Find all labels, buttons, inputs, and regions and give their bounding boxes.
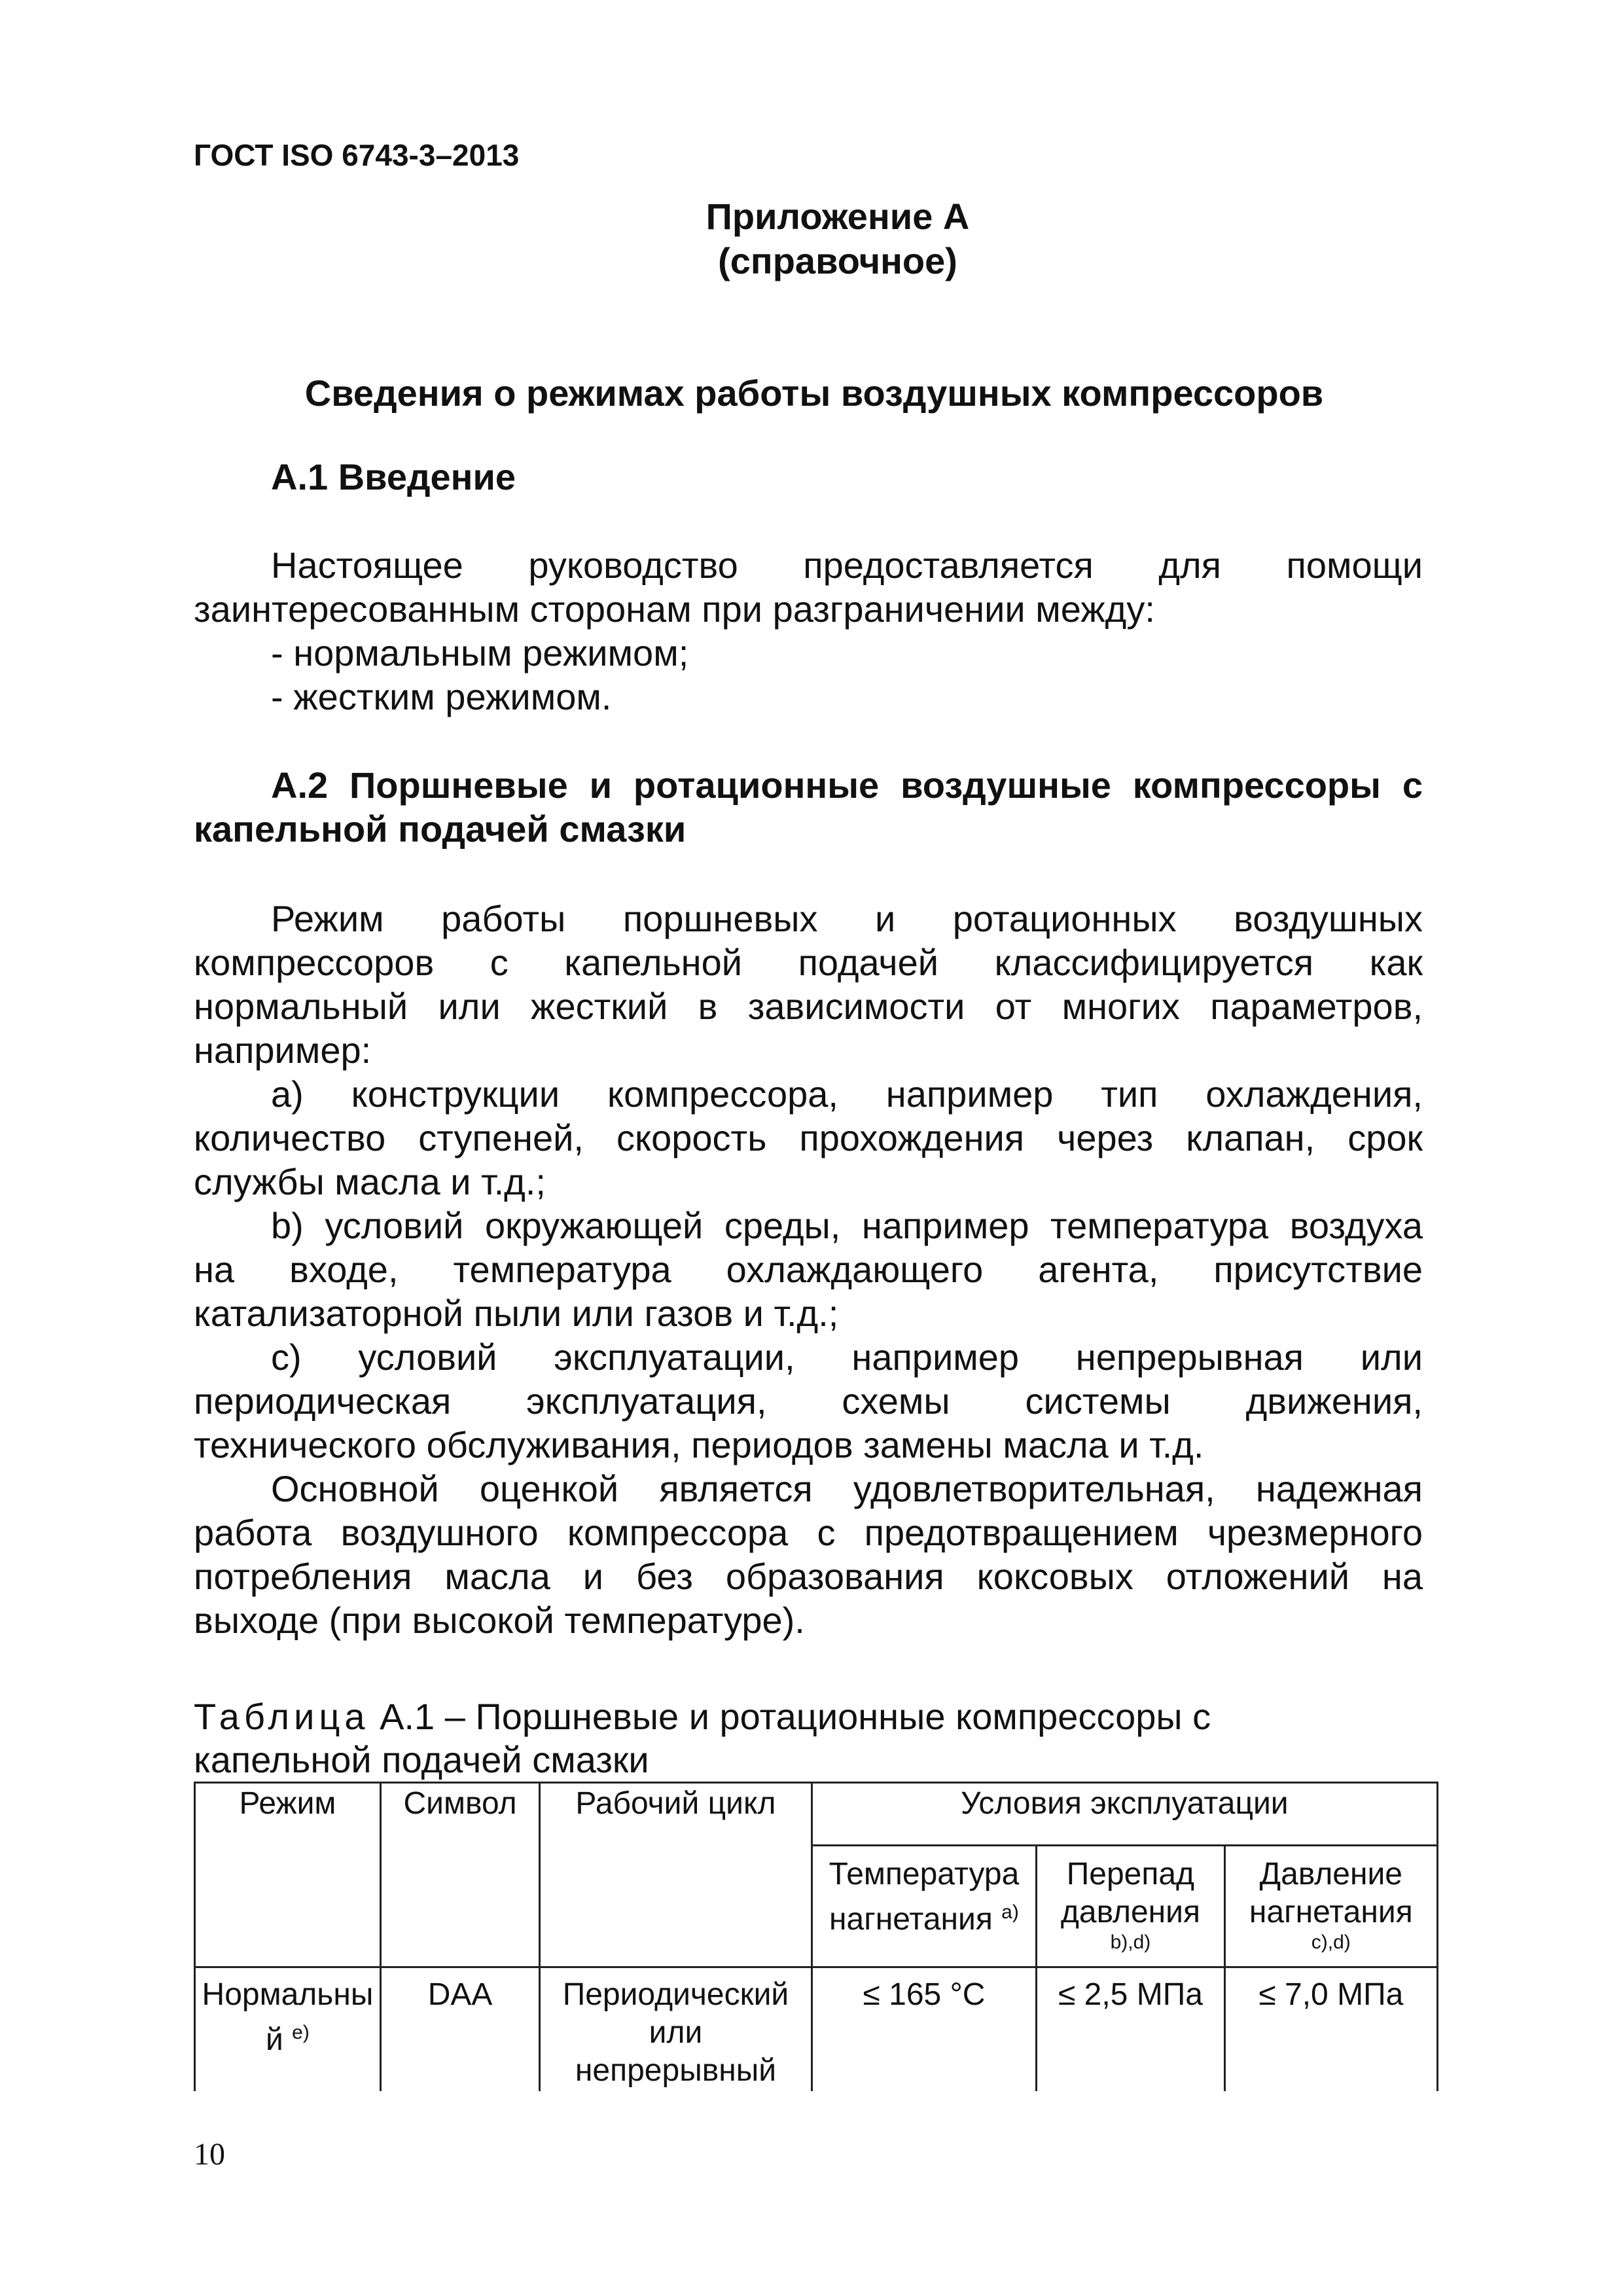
page-number: 10 [194, 2137, 225, 2172]
section-a1-text [194, 543, 1423, 719]
footnote-ref: a) [1001, 1901, 1019, 1923]
appendix-title: Приложение А [705, 196, 970, 237]
standard-number: ГОСТ ISO 6743-3–2013 [194, 138, 520, 172]
paragraph-line: технического обслуживания, периодов замены масла и т.д. [194, 1424, 1204, 1465]
header-mode: Режим [195, 1783, 381, 1967]
paragraph-line: например: [194, 1030, 372, 1071]
section-heading-a1: А.1 Введение [271, 456, 516, 497]
header-conditions: Условия эксплуатации [812, 1783, 1437, 1846]
paragraph-line: периодическая эксплуатация, схемы системы движения, [194, 1380, 1423, 1422]
paragraph-line: Режим работы поршневых и ротационных воздушных [271, 898, 1423, 939]
header-symbol: Символ [380, 1783, 539, 1967]
paragraph-line: заинтересованным сторонам при разграничении между: [194, 588, 1155, 630]
footnote-ref: b),d) [1110, 1931, 1151, 1953]
paragraph-line: компрессоров с капельной подачей классифицируется как [194, 942, 1423, 983]
paragraph-line: количество ступеней, скорость прохождения через клапан, срок [194, 1117, 1423, 1158]
cell-discharge-pressure: ≤ 7,0 МПа [1224, 1967, 1437, 2092]
paragraph-line: службы масла и т.д.; [194, 1161, 546, 1202]
paragraph-line: нормальный или жесткий в зависимости от многих параметров, [194, 986, 1423, 1027]
section-a2-text [194, 897, 1423, 1642]
table-caption-label: Таблица [194, 1696, 370, 1737]
paragraph-line: на входе, температура охлаждающего агента, присутствие [194, 1249, 1423, 1290]
paragraph-line: работа воздушного компрессора с предотвращением чрезмерного [194, 1512, 1423, 1553]
list-item-c: c) условий эксплуатации, например непрерывная или [271, 1336, 1423, 1378]
list-item-a: a) конструкции компрессора, например тип охлаждения, [271, 1073, 1423, 1115]
paragraph-line: катализаторной пыли или газов и т.д.; [194, 1293, 839, 1334]
compressor-modes-table [194, 1782, 1438, 2091]
document-title: Сведения о режимах работы воздушных компрессоров [304, 372, 1324, 414]
list-item-b: b) условий окружающей среды, например температура воздуха [271, 1205, 1423, 1246]
table-caption [194, 1695, 1211, 1782]
paragraph-line: выходе (при высокой температуре). [194, 1600, 805, 1641]
cell-mode: Нормальны й $^{e)}$ [195, 1967, 381, 2092]
cell-pressure-drop: ≤ 2,5 МПа [1037, 1967, 1224, 2092]
heading-line: капельной подачей смазки [194, 808, 687, 850]
paragraph-line: потребления масла и без образования коксовых отложений на [194, 1556, 1423, 1597]
header-pressure-drop: Перепад давления b),d) [1037, 1846, 1224, 1967]
table-caption-text: А.1 – Поршневые и ротационные компрессоры с [380, 1696, 1211, 1737]
footnote-ref: c),d) [1311, 1931, 1351, 1953]
cell-temperature: ≤ 165 °C [812, 1967, 1037, 2092]
header-discharge-pressure: Давление нагнетания c),d) [1224, 1846, 1437, 1967]
list-item: - жестким режимом. [271, 676, 612, 717]
header-cycle: Рабочий цикл [540, 1783, 812, 1967]
paragraph-line: Настоящее руководство предоставляется для помощи [271, 545, 1423, 586]
header-temperature: Температура нагнетания $^{a)}$ [812, 1846, 1037, 1967]
paragraph-line: Основной оценкой является удовлетворительная, надежная [271, 1468, 1423, 1509]
heading-line: А.2 Поршневые и ротационные воздушные компрессоры с [271, 764, 1423, 806]
cell-symbol: DAA [380, 1967, 539, 2092]
section-heading-a2 [194, 763, 1423, 851]
appendix-note: (справочное) [718, 240, 957, 281]
cell-cycle: Периодический или непрерывный [540, 1967, 812, 2092]
footnote-ref: e) [292, 2022, 310, 2043]
table-caption-text-2: капельной подачей смазки [194, 1739, 649, 1780]
list-item: - нормальным режимом; [271, 632, 689, 673]
